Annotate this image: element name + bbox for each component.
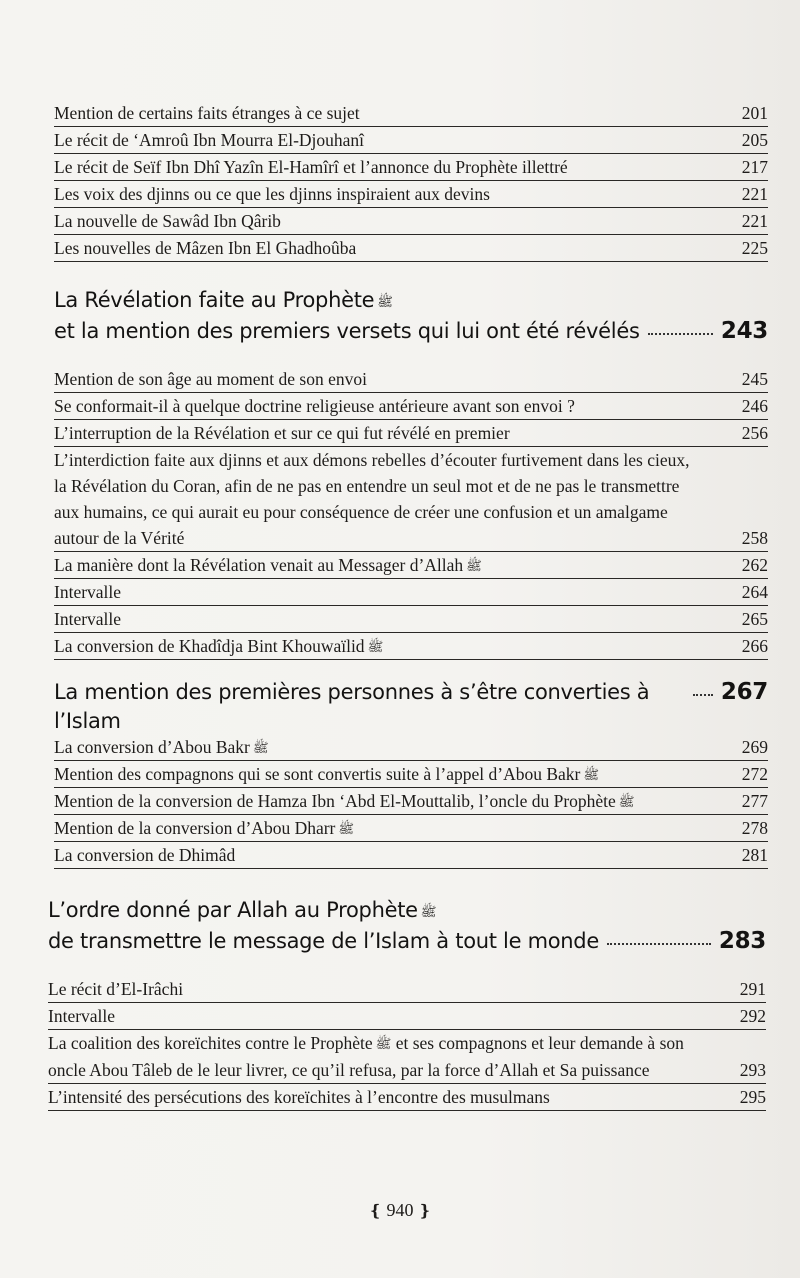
toc-entry-text: Intervalle: [54, 582, 122, 602]
toc-entry-text: La coalition des koreïchites contre le Prophète ﷺ et ses compagnons et leur demande à son oncle Abou Tâleb de le leur livrer, ce qu’il refusa, par la force d’Allah et Sa puissance: [48, 1033, 684, 1080]
toc-row[interactable]: [54, 100, 768, 127]
leader-dots: [607, 943, 711, 945]
salutation-icon: ﷺ: [583, 767, 600, 782]
toc-entry-text: Le récit de Seïf Ibn Dhî Yazîn El-Hamîrî et l’annonce du Prophète illettré: [54, 157, 568, 177]
toc-entry-text: L’interdiction faite aux djinns et aux démons rebelles d’écouter furtivement dans les cieux, la Révélation du Coran, afin de ne pas en entendre un seul mot et de ne pas le transmettre aux humains, ce qui aurait eu pour conséquence de créer une confusion et un amalgame autour de la Vérité: [54, 450, 690, 548]
heading-line-2: de transmettre le message de l’Islam à tout le monde 283: [48, 928, 766, 954]
toc-entry-text: La conversion d’Abou Bakr ﷺ: [54, 737, 269, 757]
toc-row[interactable]: [54, 366, 768, 393]
page-footer: [0, 1200, 800, 1221]
toc-entry-page: 205: [741, 130, 768, 150]
heading-page-number: 267: [720, 679, 768, 705]
toc-section-4: [48, 976, 766, 1111]
toc-row[interactable]: [54, 633, 768, 660]
toc-entry-text: Mention de la conversion d’Abou Dharr ﷺ: [54, 818, 355, 838]
toc-entry-text: Les voix des djinns ou ce que les djinns inspiraient aux devins: [54, 184, 490, 204]
toc-row[interactable]: [48, 1084, 766, 1111]
toc-entry-page: 245: [741, 369, 768, 389]
toc-entry-text: Le récit d’El-Irâchi: [48, 979, 184, 999]
toc-entry-page: 221: [741, 211, 768, 231]
toc-row[interactable]: [54, 154, 768, 181]
toc-row[interactable]: [54, 761, 768, 788]
toc-row[interactable]: [54, 788, 768, 815]
toc-entry-page: 291: [739, 979, 766, 999]
toc-entry-text: Les nouvelles de Mâzen Ibn El Ghadhoûba: [54, 238, 357, 258]
toc-entry-text: La conversion de Khadîdja Bint Khouwaïlid ﷺ: [54, 636, 384, 656]
toc-entry-text: Mention des compagnons qui se sont convertis suite à l’appel d’Abou Bakr ﷺ: [54, 764, 600, 784]
salutation-icon: ﷺ: [377, 295, 393, 310]
toc-row[interactable]: [48, 1030, 766, 1084]
toc-entry-page: 281: [741, 845, 768, 865]
toc-row[interactable]: [54, 579, 768, 606]
toc-entry-page: 225: [741, 238, 768, 258]
chapter-heading-order[interactable]: [48, 896, 766, 956]
salutation-icon: ﷺ: [338, 821, 355, 836]
toc-row[interactable]: [48, 976, 766, 1003]
toc-entry-page: 278: [741, 818, 768, 838]
toc-row[interactable]: [54, 606, 768, 633]
toc-row[interactable]: [54, 734, 768, 761]
toc-entry-page: 293: [739, 1060, 766, 1080]
toc-row[interactable]: [54, 815, 768, 842]
toc-entry-page: 217: [741, 157, 768, 177]
salutation-icon: ﷺ: [367, 639, 384, 654]
heading-line-1: L’ordre donné par Allah au Prophète ﷺ: [48, 898, 437, 922]
toc-entry-text: La manière dont la Révélation venait au Messager d’Allah ﷺ: [54, 555, 482, 575]
toc-entry-text: L’interruption de la Révélation et sur ce qui fut révélé en premier: [54, 423, 510, 443]
toc-entry-text: Mention de son âge au moment de son envoi: [54, 369, 367, 389]
toc-row[interactable]: [54, 181, 768, 208]
salutation-icon: ﷺ: [466, 558, 482, 573]
leader-dots: [648, 333, 713, 335]
toc-row[interactable]: [54, 420, 768, 447]
toc-entry-text: Mention de certains faits étranges à ce sujet: [54, 103, 360, 123]
salutation-icon: ﷺ: [375, 1036, 392, 1051]
toc-entry-page: 265: [741, 609, 768, 629]
leader-dots: [693, 694, 713, 696]
toc-entry-page: 221: [741, 184, 768, 204]
toc-entry-page: 292: [739, 1006, 766, 1026]
toc-entry-page: 258: [741, 528, 768, 548]
toc-entry-page: 266: [741, 636, 768, 656]
page-number: 940: [386, 1200, 414, 1220]
toc-row[interactable]: [54, 127, 768, 154]
toc-entry-text: Mention de la conversion de Hamza Ibn ‘Abd El-Mouttalib, l’oncle du Prophète ﷺ: [54, 791, 635, 811]
heading-page-number: 283: [718, 928, 766, 954]
salutation-icon: ﷺ: [618, 794, 635, 809]
toc-row[interactable]: [48, 1003, 766, 1030]
heading-page-number: 243: [720, 318, 768, 344]
toc-entry-page: 272: [741, 764, 768, 784]
toc-section-3: [54, 734, 768, 869]
toc-row[interactable]: [54, 208, 768, 235]
toc-entry-text: Se conformait-il à quelque doctrine religieuse antérieure avant son envoi ?: [54, 396, 575, 416]
chapter-heading-first-converts[interactable]: [54, 678, 768, 736]
toc-row[interactable]: [54, 842, 768, 869]
chapter-heading-revelation[interactable]: [54, 286, 768, 346]
salutation-icon: ﷺ: [252, 740, 269, 755]
heading-line-1: La mention des premières personnes à s’être converties à l’Islam 267: [54, 679, 768, 733]
toc-entry-page: 269: [741, 737, 768, 757]
salutation-icon: ﷺ: [420, 905, 437, 920]
toc-section-1: [54, 100, 768, 262]
toc-row[interactable]: [54, 447, 768, 552]
toc-entry-text: La conversion de Dhimâd: [54, 845, 236, 865]
heading-line-2: et la mention des premiers versets qui lui ont été révélés 243: [54, 318, 768, 344]
ornament-left-icon: ❴: [368, 1203, 382, 1220]
toc-entry-page: 262: [741, 555, 768, 575]
toc-row[interactable]: [54, 393, 768, 420]
toc-section-2: [54, 366, 768, 660]
toc-entry-text: La nouvelle de Sawâd Ibn Qârib: [54, 211, 281, 231]
toc-entry-text: L’intensité des persécutions des koreïchites à l’encontre des musulmans: [48, 1087, 550, 1107]
toc-entry-page: 295: [739, 1087, 766, 1107]
toc-entry-page: 256: [741, 423, 768, 443]
toc-row[interactable]: [54, 552, 768, 579]
toc-row[interactable]: [54, 235, 768, 262]
ornament-right-icon: ❵: [418, 1203, 432, 1220]
toc-entry-text: Intervalle: [48, 1006, 116, 1026]
toc-entry-page: 264: [741, 582, 768, 602]
toc-entry-page: 246: [741, 396, 768, 416]
toc-entry-page: 277: [741, 791, 768, 811]
toc-entry-text: Le récit de ‘Amroû Ibn Mourra El-Djouhanî: [54, 130, 365, 150]
heading-line-1: La Révélation faite au Prophète ﷺ: [54, 288, 393, 312]
toc-entry-page: 201: [741, 103, 768, 123]
toc-entry-text: Intervalle: [54, 609, 122, 629]
